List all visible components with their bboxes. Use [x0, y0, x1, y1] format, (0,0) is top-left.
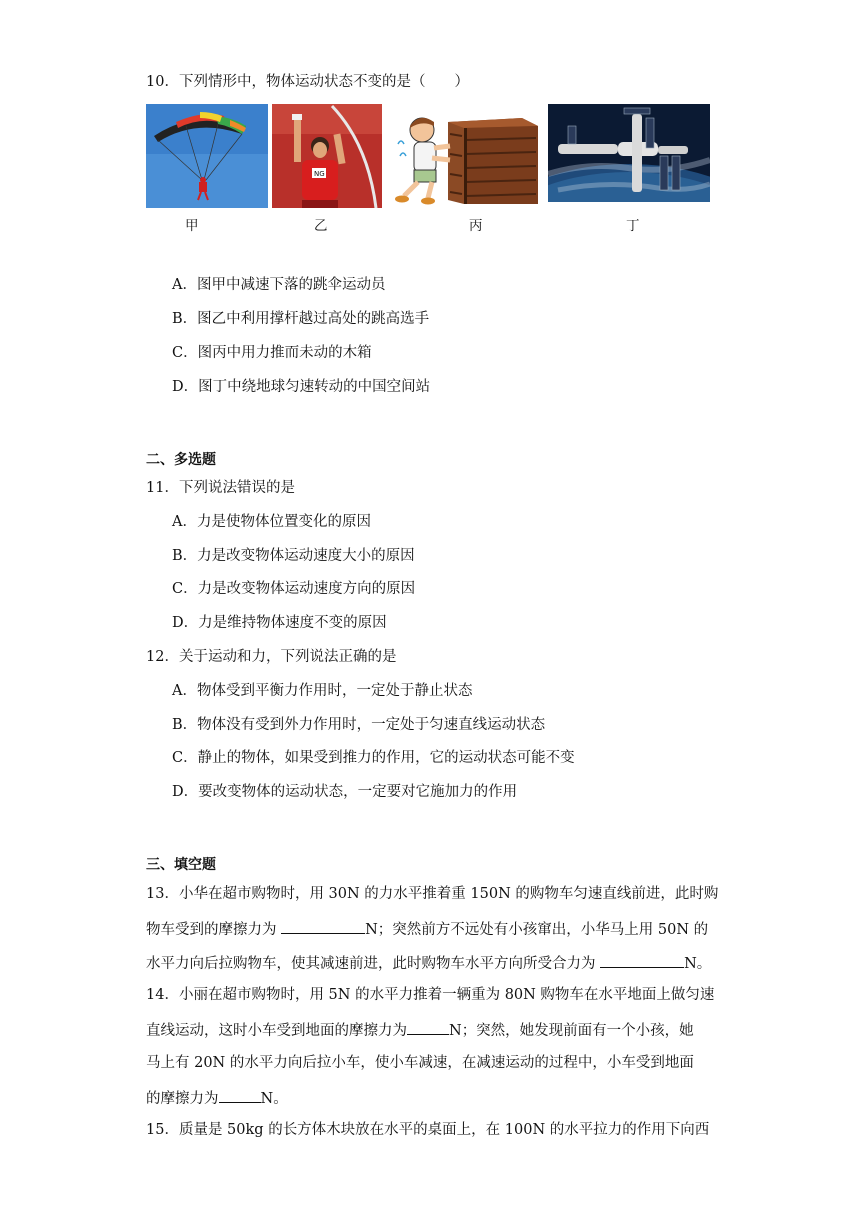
q12-stem: 12．关于运动和力，下列说法正确的是	[146, 649, 397, 665]
pole-vaulter-image	[272, 104, 382, 208]
q13-blank-1[interactable]	[281, 918, 365, 934]
q14-line-2-text-a: 直线运动，这时小车受到地面的摩擦力为	[146, 1023, 407, 1039]
q13-line-3-text-b: N。	[684, 956, 712, 972]
caption-yi: 乙	[314, 218, 328, 234]
q11-option-c: C．力是改变物体运动速度方向的原因	[172, 581, 416, 597]
q10-stem: 10．下列情形中，物体运动状态不变的是（ ）	[146, 74, 469, 90]
caption-bing: 丙	[469, 218, 483, 234]
q14-line-4-text-a: 的摩擦力为	[146, 1091, 219, 1107]
q12-option-d: D．要改变物体的运动状态，一定要对它施加力的作用	[172, 784, 518, 800]
q13-line-2-text-a: 物车受到的摩擦力为	[146, 922, 282, 938]
q11-stem: 11．下列说法错误的是	[146, 480, 295, 496]
svg-text:NG: NG	[314, 170, 325, 178]
q10-option-b: B．图乙中利用撑杆越过高处的跳高选手	[172, 311, 430, 327]
q10-option-c: C．图丙中用力推而未动的木箱	[172, 345, 372, 361]
space-station-image	[548, 104, 710, 202]
q14-line-3: 马上有 20N 的水平力向后拉小车，使小车减速，在减速运动的过程中，小车受到地面	[146, 1055, 694, 1071]
q13-line-3	[146, 952, 711, 974]
caption-jia: 甲	[185, 218, 199, 234]
q12-option-a: A．物体受到平衡力作用时，一定处于静止状态	[172, 683, 473, 699]
q11-option-a: A．力是使物体位置变化的原因	[172, 514, 371, 530]
q15-line-1: 15．质量是 50kg 的长方体木块放在水平的桌面上，在 100N 的水平拉力的作用下向西	[146, 1122, 710, 1138]
q13-line-3-text-a: 水平力向后拉购物车，使其减速前进，此时购物车水平方向所受合力为	[146, 956, 601, 972]
q14-blank-1[interactable]	[407, 1019, 449, 1035]
q14-line-4	[146, 1087, 288, 1109]
q11-option-b: B．力是改变物体运动速度大小的原因	[172, 548, 415, 564]
q11-option-d: D．力是维持物体速度不变的原因	[172, 615, 387, 631]
q12-option-c: C．静止的物体，如果受到推力的作用，它的运动状态可能不变	[172, 750, 575, 766]
q10-option-a: A．图甲中减速下落的跳伞运动员	[172, 277, 386, 293]
q13-line-2	[146, 918, 708, 940]
q14-line-4-text-b: N。	[260, 1091, 288, 1107]
q13-blank-2[interactable]	[600, 952, 684, 968]
q13-line-2-text-b: N；突然前方不远处有小孩窜出，小华马上用 50N 的	[365, 922, 709, 938]
parachutist-image	[146, 104, 268, 208]
q14-line-2-text-b: N；突然，她发现前面有一个小孩，她	[449, 1023, 694, 1039]
q13-line-1: 13．小华在超市购物时，用 30N 的力水平推着重 150N 的购物车匀速直线前进，此时购	[146, 886, 719, 902]
q12-option-b: B．物体没有受到外力作用时，一定处于匀速直线运动状态	[172, 717, 546, 733]
caption-ding: 丁	[626, 218, 640, 234]
q14-blank-2[interactable]	[219, 1087, 261, 1103]
q10-option-d: D．图丁中绕地球匀速转动的中国空间站	[172, 379, 431, 395]
q14-line-1: 14．小丽在超市购物时，用 5N 的水平力推着一辆重为 80N 购物车在水平地面上做匀速	[146, 987, 715, 1003]
pushing-box-image	[392, 104, 540, 208]
section-heading-multi-choice: 二、多选题	[146, 452, 216, 468]
q14-line-2	[146, 1019, 694, 1041]
section-heading-fill-blank: 三、填空题	[146, 857, 216, 873]
